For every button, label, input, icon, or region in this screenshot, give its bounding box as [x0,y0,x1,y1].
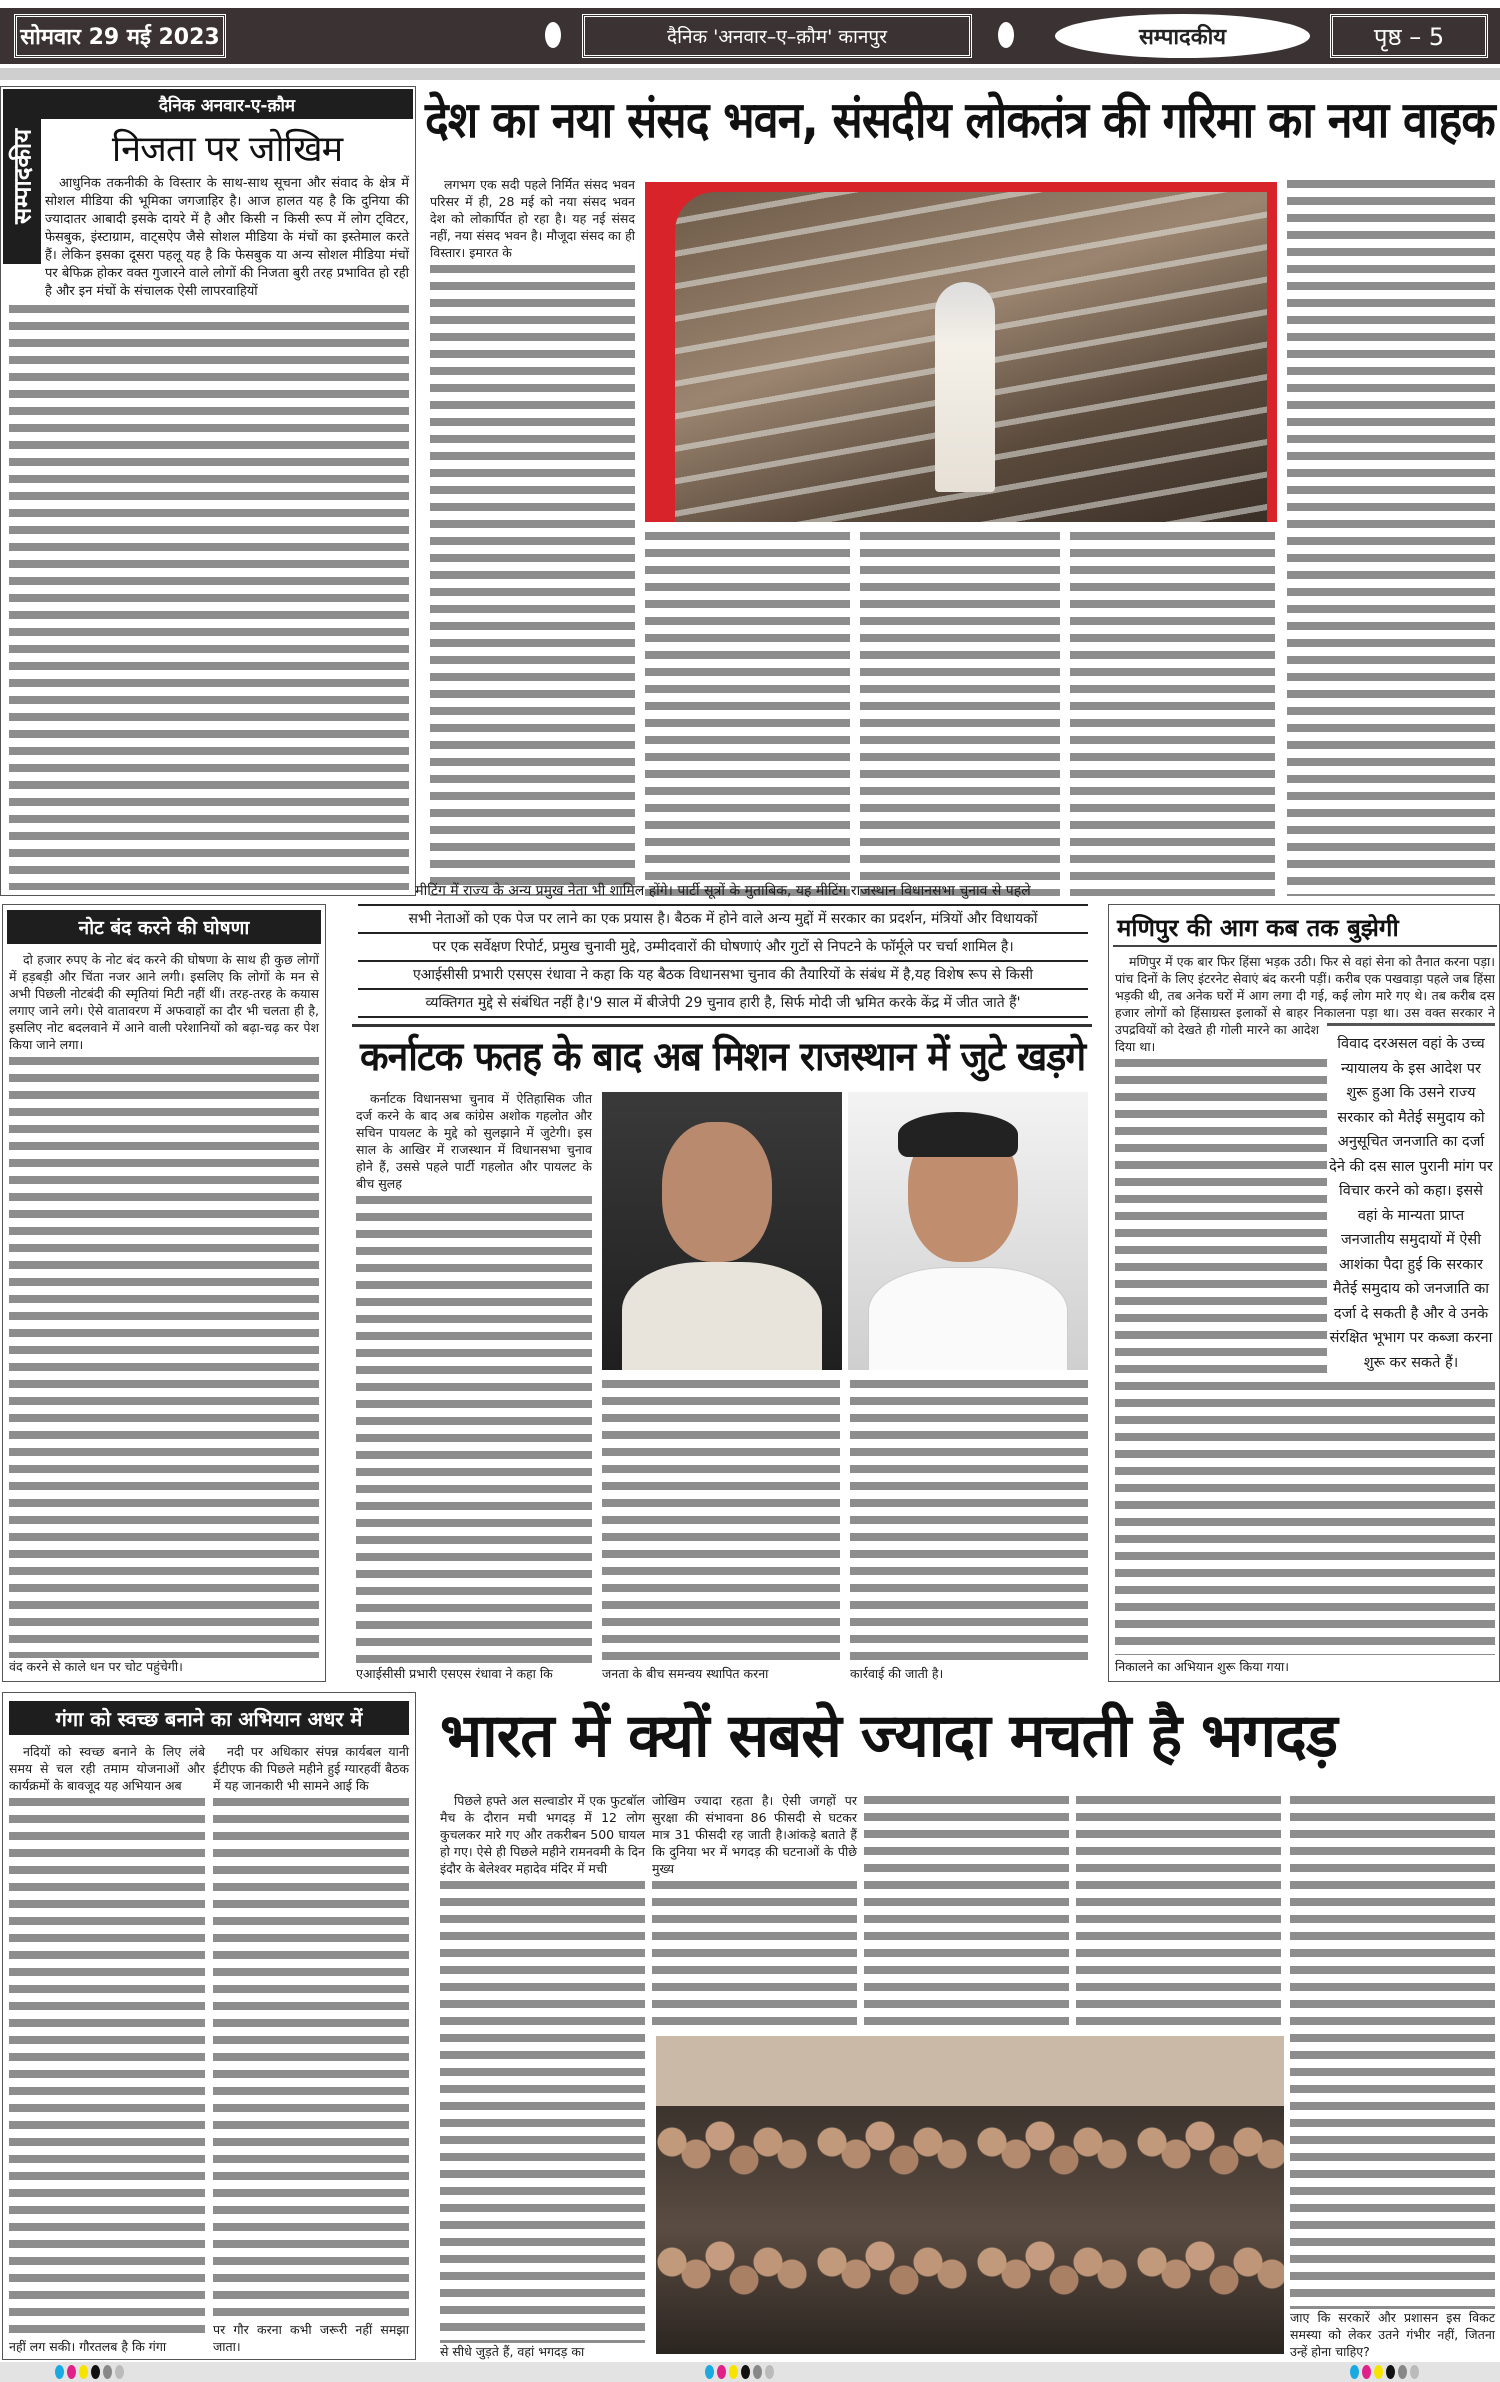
stampede-text-continued [652,1877,857,2030]
manipur-ending: निकालने का अभियान शुरू किया गया। [1115,1658,1495,1675]
section-label: सम्पादकीय [1055,14,1310,58]
ganga-title: गंगा को स्वच्छ बनाने का अभियान अधर में [9,1701,409,1735]
karnataka-col-end: कार्रवाई की जाती है। [850,1666,944,1681]
parliament-text: लगभग एक सदी पहले निर्मित संसद भवन परिसर में ही, 28 मई को नया संसद भवन देश को लोकार्पित हो रहा है। यह नई संसद नहीं, नया संसद भवन है। मौजूदा संसद का ही विस्तार। इमारत के [430,177,635,260]
stampede-col1-end: से सीधे जुड़ते हैं, वहां भगदड़ का [440,2344,585,2359]
parliament-col [1070,528,1275,896]
stampede-col [864,1792,1069,2030]
page-number: पृष्ठ – 5 [1330,14,1488,58]
editorial-masthead: दैनिक अनवार-ए-क़ौम [41,89,413,119]
editorial-side-label: सम्पादकीय [3,89,41,264]
editorial-title: निजता पर जोखिम [111,129,343,170]
note-ban-title: नोट बंद करने की घोषणा [7,910,321,944]
divider [352,1024,1092,1027]
karnataka-col-end: एआईसीसी प्रभारी एसएस रंधावा ने कहा कि [356,1666,553,1681]
parliament-col [1287,176,1495,896]
page-header [0,8,1500,64]
editorial-text-continued [9,301,409,890]
note-ban-box [2,904,326,1682]
blurb-line: पर एक सर्वेक्षण रिपोर्ट, प्रमुख चुनावी मुद्दे, उम्मीदवारों की घोषणाएं और गुटों से निपटने के फॉर्मूले पर चर्चा शामिल है। [358,934,1088,962]
parliament-text-continued [430,261,635,896]
ganga-col1: नदियों को स्वच्छ बनाने के लिए लंबे समय से चल रही तमाम योजनाओं और कार्यक्रमों के बावजूद यह अभियान अब [9,1744,205,1793]
parliament-col [860,528,1060,896]
registration-marks [55,2365,124,2379]
pilot-photo [848,1092,1088,1370]
divider [0,68,1500,80]
manipur-box [1108,904,1500,1682]
note-ban-ending: वंद करने से काले धन पर चोट पहुंचेगी। [9,1659,183,1674]
ganga-col2: नदी पर अधिकार संपन्न कार्यबल यानी ईटीएफ की पिछले महीने हुई ग्यारहवीं बैठक में यह जानकारी भी सामने आई कि [213,1744,409,1793]
stampede-col1: पिछले हफ्ते अल सल्वाडोर में एक फुटबॉल मैच के दौरान मची भगदड़ में 12 लोग कुचलकर मारे गए और तकरीबन 500 घायल हो गए। ऐसे ही पिछले महीने रामनवमी के दिन इंदौर के बेलेश्वर महादेव मंदिर में मची [440,1793,645,1876]
registration-marks [1350,2365,1419,2379]
date-box: सोमवार 29 मई 2023 [14,14,226,58]
stampede-col2: जोखिम ज्यादा रहता है। ऐसी जगहों पर सुरक्षा की संभावना 86 फीसदी से घटकर मात्र 31 फीसदी रह जाती है।आंकड़े बताते हैं कि दुनिया भर में भगदड़ की घटनाओं के पीछे मुख्य [652,1793,857,1876]
figure [935,282,995,492]
ornament-dot [545,22,561,48]
blurb-line: व्यक्तिगत मुद्दे से संबंधित नहीं है।'9 साल में बीजेपी 29 चुनाव हारी है, सिर्फ मोदी जी भ्रमित करके केंद्र में जीत जाते हैं' [358,990,1088,1018]
karnataka-headline: कर्नाटक फतह के बाद अब मिशन राजस्थान में जुटे खड़गे [360,1034,1086,1080]
manipur-title: मणिपुर की आग कब तक बुझेगी [1117,914,1399,942]
registration-marks [705,2365,774,2379]
karnataka-col [602,1376,840,1665]
parliament-col [645,528,850,896]
footer-strip [0,2362,1500,2382]
blurb-line: सभी नेताओं को एक पेज पर लाने का एक प्रयास है। बैठक में होने वाले अन्य मुद्दों में सरकार का प्रदर्शन, मंत्रियों और विधायकों [358,906,1088,934]
karnataka-text: कर्नाटक विधानसभा चुनाव में ऐतिहासिक जीत दर्ज करने के बाद अब कांग्रेस अशोक गहलोत और सचिन पायलट के मुद्दे को सुलझाने में जुटेगी। इस साल के आखिर में राजस्थान में विधानसभा चुनाव होने हैं, उससे पहले पार्टी गहलोत और पायलट के बीच सुलह [356,1091,592,1191]
paper-name: दैनिक 'अनवार–ए–क़ौम' कानपुर [582,14,972,58]
editorial-box [0,86,416,896]
karnataka-col [850,1376,1088,1665]
karnataka-blurb [358,878,1088,1018]
karnataka-text-continued [356,1192,592,1665]
stampede-col5-end: जाए कि सरकारें और प्रशासन इस विकट समस्या को लेकर उतने गंभीर नहीं, जितना उन्हें होना चाहिए? [1290,2310,1495,2359]
editorial-text: आधुनिक तकनीकी के विस्तार के साथ-साथ सूचना और संवाद के क्षेत्र में सोशल मीडिया की भूमिका जगजाहिर है। आज हालत यह है कि दुनिया की ज्यादातर आबादी इसके दायरे में है और किसी न किसी रूप में लोग ट्विटर, फेसबुक, इंस्टाग्राम, वाट्सऐप जैसे सोशल मीडिया के मंचों का इस्तेमाल करते हैं। लेकिन इसका दूसरा पहलू यह है कि फेसबुक या अन्य सोशल मीडिया मंचों पर बेफिक्र होकर वक्त गुजारने वाले लोगों की निजता बुरी तरह प्रभावित हो रही है और इन मंचों के संचालक ऐसी लापरवाहियों [45,176,409,299]
stampede-text-continued [440,1877,645,2343]
gehlot-photo [602,1092,842,1370]
blurb-line: मीटिंग में राज्य के अन्य प्रमुख नेता भी शामिल होंगे। पार्टी सूत्रों के मुताबिक, यह मीटिंग राजस्थान विधानसभा चुनाव से पहले [358,878,1088,906]
ganga-col2-end: पर गौर करना कभी जरूरी नहीं समझा जाता। [213,2322,409,2354]
ganga-col1-end: नहीं लग सकी। गौरतलब है कि गंगा [9,2339,167,2354]
stampede-photo [656,2036,1284,2354]
ganga-text-continued [9,1794,205,2338]
manipur-body [1115,953,1495,1655]
note-ban-text: दो हजार रुपए के नोट बंद करने की घोषणा के साथ ही कुछ लोगों में हड़बड़ी और चिंता नजर आने लगी। इसलिए कि लोगों के मन से अभी पिछली नोटबंदी की स्मृतियां मिटी नहीं थीं। तरह-तरह के कयास लगाए जाने लगे। ऐसे वातावरण में अफवाहों का दौर भी चलता ही है, इसलिए नोट बदलवाने में आने वाली परेशानियों को बढ़ा-चढ़ कर पेश किया जाने लगा। [9,952,319,1052]
parliament-headline: देश का नया संसद भवन, संसदीय लोकतंत्र की गरिमा का नया वाहक [425,91,1495,149]
ornament-dot [998,22,1014,48]
karnataka-col-end: जनता के बीच समन्वय स्थापित करना [602,1666,769,1681]
stampede-col [1076,1792,1281,2030]
ganga-box [2,1692,416,2360]
parliament-photo [645,182,1277,522]
ganga-text-continued [213,1794,409,2321]
stampede-col [1290,1792,1495,2309]
manipur-pullquote: विवाद दरअसल वहां के उच्च न्यायालय के इस आदेश पर शुरू हुआ कि उसने राज्य सरकार को मैतेई समुदाय को अनुसूचित जनजाति का दर्जा देने की दस साल पुरानी मांग पर विचार करने को कहा। इससे वहां के मान्यता प्राप्त जनजातीय समुदायों में ऐसी आशंका पैदा हुई कि सरकार मैतेई समुदाय को जनजाति का दर्जा दे सकती है और वे उनके संरक्षित भूभाग पर कब्जा करना शुरू कर सकते हैं। [1327,1023,1495,1381]
stampede-headline: भारत में क्यों सबसे ज्यादा मचती है भगदड़ [440,1701,1337,1771]
blurb-line: एआईसीसी प्रभारी एसएस रंधावा ने कहा कि यह बैठक विधानसभा चुनाव की तैयारियों के संबंध में है,यह विशेष रूप से किसी [358,962,1088,990]
manipur-text: मणिपुर में एक बार फिर हिंसा भड़क उठी। फिर से वहां सेना को तैनात करना पड़ा। पांच दिनों के लिए इंटरनेट सेवाएं बंद करनी पड़ीं। करीब एक पखवाड़ा पहले जब हिंसा भड़की थी, तब अनेक घरों में आग लगा दी गई, कई लोग मारे गए थे। तब करीब दस हजार लोगों को हिंसाग्रस्त इलाकों से बाहर निकालना पड़ा था। उस वक्त सरकार ने उपद्रवियों को देखते ही गोली मारने का आदेश दिया था। [1115,954,1495,1054]
note-ban-text-continued [9,1053,319,1658]
